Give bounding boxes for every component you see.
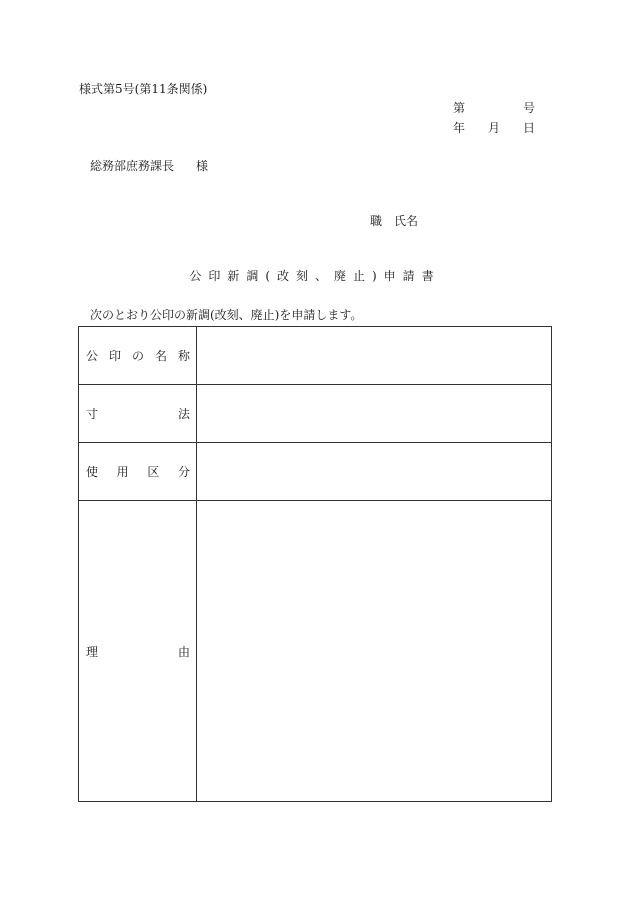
addressee-name: 総務部庶務課長	[90, 159, 175, 173]
label-char: 分	[177, 465, 190, 479]
addressee-honorific: 様	[196, 159, 209, 173]
table-row	[79, 327, 552, 385]
document-number-suffix: 号	[522, 101, 535, 115]
label-char: の	[131, 349, 144, 363]
label-char: 法	[177, 407, 190, 421]
date-month: 月	[487, 121, 500, 135]
label-char: 称	[177, 349, 190, 363]
label-char: 用	[116, 465, 129, 479]
table-row	[79, 443, 552, 501]
form-number: 様式第5号(第11条関係)	[79, 82, 208, 96]
table-row	[79, 385, 552, 443]
dimensions-label	[79, 385, 197, 443]
page-title: 公印新調(改刻、廃止)申請書	[189, 269, 441, 283]
label-char: 公	[86, 349, 99, 363]
document-number-prefix: 第	[453, 101, 466, 115]
reason-label	[79, 501, 197, 802]
label-char: 区	[147, 465, 160, 479]
label-char: 印	[108, 349, 121, 363]
date-year: 年	[453, 121, 466, 135]
reason-field[interactable]	[197, 501, 552, 802]
label-char: 名	[154, 349, 167, 363]
usage-category-label	[79, 443, 197, 501]
intro-text: 次のとおり公印の新調(改刻、廃止)を申請します。	[90, 308, 363, 322]
label-char: 寸	[86, 407, 99, 421]
application-table	[78, 326, 552, 802]
label-char: 理	[86, 644, 99, 659]
applicant-name-label: 職 氏名	[370, 214, 419, 228]
usage-category-field[interactable]	[197, 443, 552, 501]
date-day: 日	[522, 121, 535, 135]
document-number	[453, 99, 535, 116]
seal-name-label	[79, 327, 197, 385]
table-row	[79, 501, 552, 802]
dimensions-field[interactable]	[197, 385, 552, 443]
label-char: 由	[177, 644, 190, 659]
addressee	[90, 157, 208, 174]
seal-name-field[interactable]	[197, 327, 552, 385]
document-date	[453, 119, 535, 136]
label-char: 使	[86, 465, 99, 479]
